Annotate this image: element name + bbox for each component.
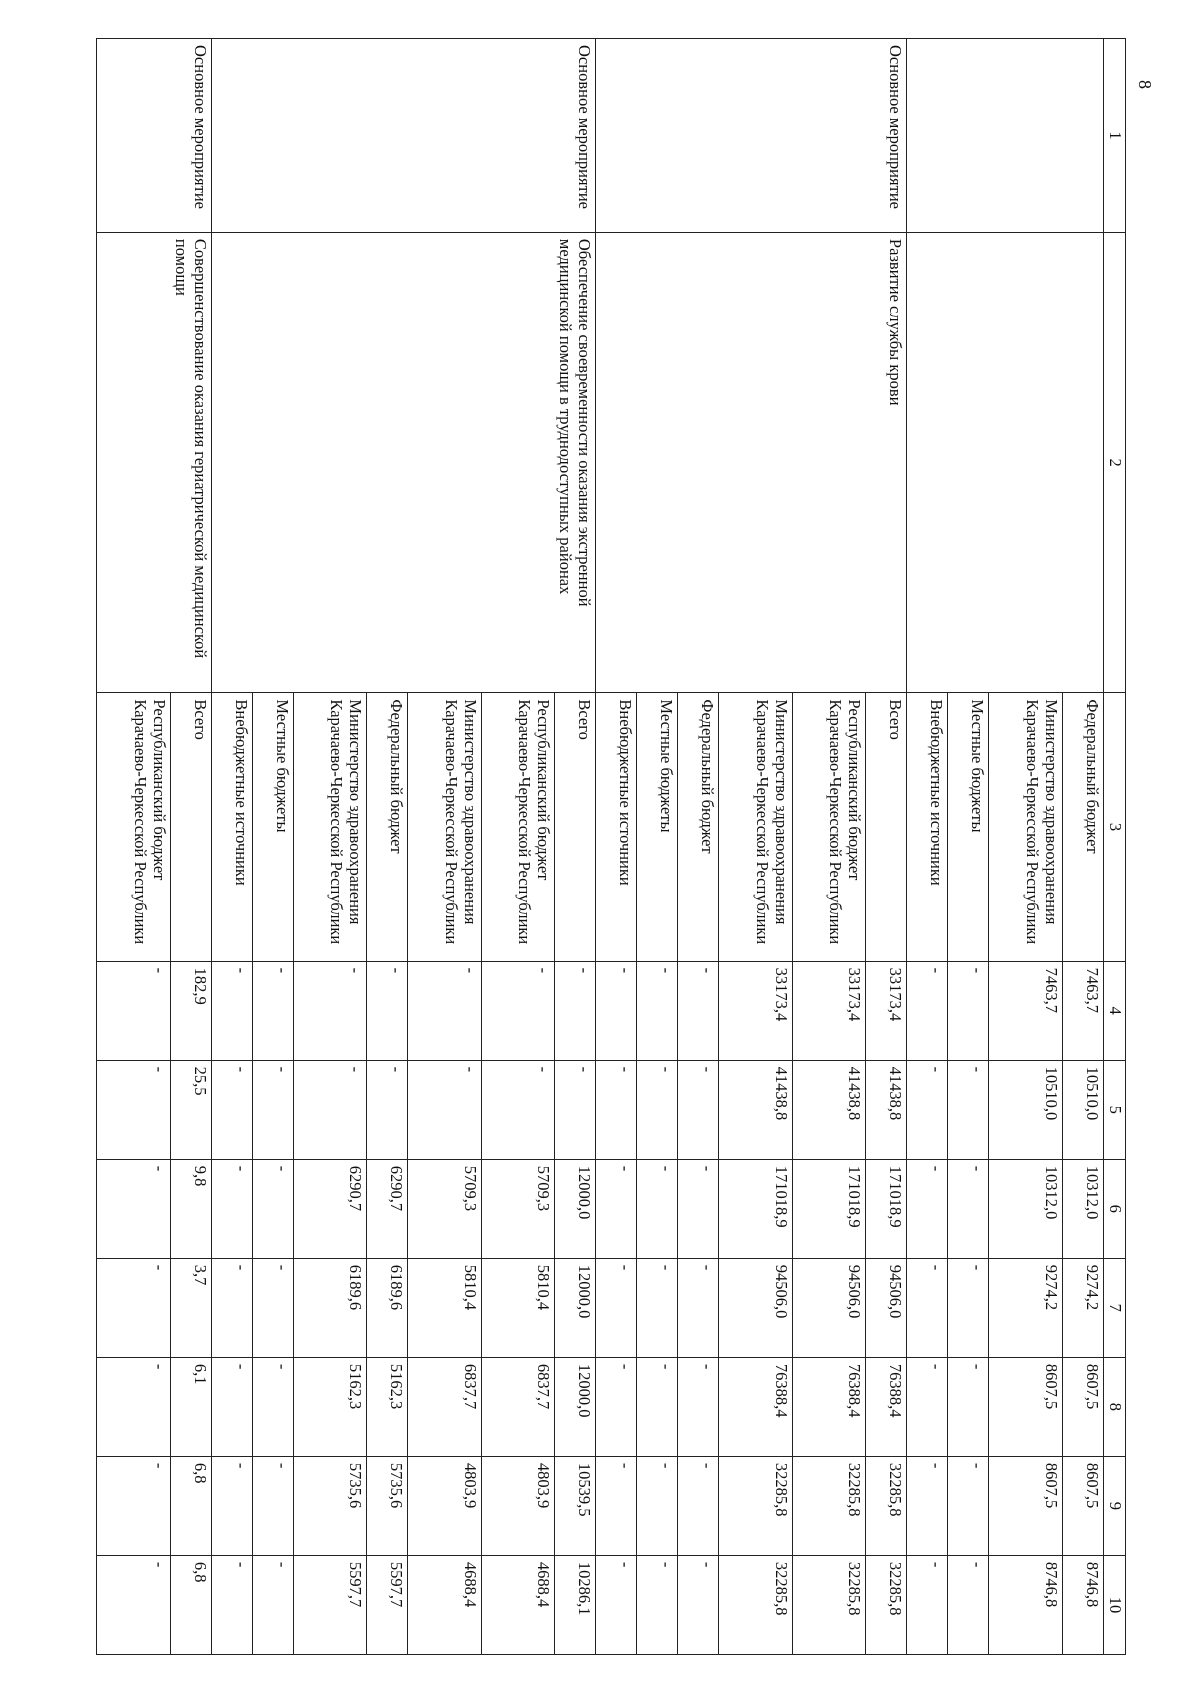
value-cell-col-10: - bbox=[97, 1555, 171, 1654]
value-cell-col-10: - bbox=[948, 1555, 989, 1654]
value-cell-col-7: - bbox=[596, 1258, 637, 1357]
value-cell-col-5: - bbox=[907, 1060, 948, 1159]
budget-table bbox=[96, 38, 1126, 1655]
value-cell-col-9: - bbox=[907, 1456, 948, 1555]
value-cell-col-10: - bbox=[211, 1555, 252, 1654]
value-cell-col-4: 33173,4 bbox=[719, 961, 793, 1060]
value-cell-col-6: - bbox=[596, 1159, 637, 1258]
value-cell-col-5: - bbox=[948, 1060, 989, 1159]
value-cell-col-6: - bbox=[678, 1159, 719, 1258]
value-cell-col-8: - bbox=[907, 1357, 948, 1456]
funding-source-cell: Местные бюджеты bbox=[948, 693, 989, 961]
value-cell-col-8: - bbox=[252, 1357, 293, 1456]
value-cell-col-9: 32285,8 bbox=[866, 1456, 907, 1555]
funding-source-cell: Местные бюджеты bbox=[252, 693, 293, 961]
value-cell-col-5: 10510,0 bbox=[989, 1060, 1063, 1159]
value-cell-col-5: 41438,8 bbox=[792, 1060, 866, 1159]
value-cell-col-6: 10312,0 bbox=[989, 1159, 1063, 1258]
value-cell-col-7: 94506,0 bbox=[792, 1258, 866, 1357]
measure-type-cell: Основное мероприятие bbox=[596, 39, 907, 233]
value-cell-col-5: 41438,8 bbox=[719, 1060, 793, 1159]
value-cell-col-6: - bbox=[252, 1159, 293, 1258]
value-cell-col-6: 9,8 bbox=[170, 1159, 211, 1258]
value-cell-col-8: 6,1 bbox=[170, 1357, 211, 1456]
table-row bbox=[866, 39, 907, 1655]
value-cell-col-6: 10312,0 bbox=[1062, 1159, 1103, 1258]
value-cell-col-4: - bbox=[97, 961, 171, 1060]
value-cell-col-9: 4803,9 bbox=[481, 1456, 555, 1555]
value-cell-col-7: 5810,4 bbox=[408, 1258, 482, 1357]
value-cell-col-6: 5709,3 bbox=[408, 1159, 482, 1258]
value-cell-col-4: - bbox=[596, 961, 637, 1060]
value-cell-col-8: 76388,4 bbox=[866, 1357, 907, 1456]
value-cell-col-7: - bbox=[211, 1258, 252, 1357]
value-cell-col-6: 6290,7 bbox=[367, 1159, 408, 1258]
value-cell-col-7: - bbox=[948, 1258, 989, 1357]
funding-source-cell: Федеральный бюджет bbox=[678, 693, 719, 961]
value-cell-col-5: - bbox=[637, 1060, 678, 1159]
value-cell-col-9: 8607,5 bbox=[1062, 1456, 1103, 1555]
value-cell-col-5: - bbox=[293, 1060, 367, 1159]
value-cell-col-5: - bbox=[97, 1060, 171, 1159]
value-cell-col-6: 171018,9 bbox=[792, 1159, 866, 1258]
value-cell-col-8: 6837,7 bbox=[408, 1357, 482, 1456]
column-number-9: 9 bbox=[1104, 1456, 1126, 1555]
value-cell-col-10: 8746,8 bbox=[1062, 1555, 1103, 1654]
page-number: 8 bbox=[1135, 80, 1155, 89]
value-cell-col-9: - bbox=[97, 1456, 171, 1555]
column-number-3: 3 bbox=[1104, 693, 1126, 961]
funding-source-cell: Министерство здравоохранения Карачаево-Черкесской Республики bbox=[719, 693, 793, 961]
value-cell-col-7: 94506,0 bbox=[719, 1258, 793, 1357]
measure-name-cell: Совершенствование оказания гериатрической медицинской помощи bbox=[97, 232, 212, 693]
value-cell-col-6: 6290,7 bbox=[293, 1159, 367, 1258]
value-cell-col-10: - bbox=[252, 1555, 293, 1654]
funding-source-cell: Министерство здравоохранения Карачаево-Черкесской Республики bbox=[408, 693, 482, 961]
funding-source-cell: Всего bbox=[866, 693, 907, 961]
table-row bbox=[170, 39, 211, 1655]
funding-source-cell: Республиканский бюджет Карачаево-Черкесской Республики bbox=[97, 693, 171, 961]
column-number-5: 5 bbox=[1104, 1060, 1126, 1159]
measure-name-cell: Развитие службы крови bbox=[596, 232, 907, 693]
value-cell-col-6: - bbox=[211, 1159, 252, 1258]
measure-type-cell: Основное мероприятие bbox=[97, 39, 212, 233]
value-cell-col-9: - bbox=[637, 1456, 678, 1555]
rotated-page-content bbox=[96, 38, 1126, 1655]
funding-source-cell: Министерство здравоохранения Карачаево-Черкесской Республики bbox=[293, 693, 367, 961]
value-cell-col-9: 8607,5 bbox=[989, 1456, 1063, 1555]
funding-source-cell: Всего bbox=[170, 693, 211, 961]
value-cell-col-4: 7463,7 bbox=[989, 961, 1063, 1060]
column-number-7: 7 bbox=[1104, 1258, 1126, 1357]
value-cell-col-9: - bbox=[678, 1456, 719, 1555]
value-cell-col-4: - bbox=[555, 961, 596, 1060]
value-cell-col-10: - bbox=[907, 1555, 948, 1654]
value-cell-col-6: 5709,3 bbox=[481, 1159, 555, 1258]
value-cell-col-4: - bbox=[293, 961, 367, 1060]
value-cell-col-7: - bbox=[907, 1258, 948, 1357]
value-cell-col-10: 5597,7 bbox=[367, 1555, 408, 1654]
funding-source-cell: Внебюджетные источники bbox=[596, 693, 637, 961]
column-number-10: 10 bbox=[1104, 1555, 1126, 1654]
value-cell-col-4: - bbox=[678, 961, 719, 1060]
value-cell-col-4: - bbox=[252, 961, 293, 1060]
value-cell-col-10: - bbox=[596, 1555, 637, 1654]
value-cell-col-5: 10510,0 bbox=[1062, 1060, 1103, 1159]
value-cell-col-8: 8607,5 bbox=[1062, 1357, 1103, 1456]
value-cell-col-10: 6,8 bbox=[170, 1555, 211, 1654]
value-cell-col-8: - bbox=[97, 1357, 171, 1456]
value-cell-col-9: - bbox=[252, 1456, 293, 1555]
column-number-2: 2 bbox=[1104, 232, 1126, 693]
value-cell-col-7: - bbox=[252, 1258, 293, 1357]
value-cell-col-8: 8607,5 bbox=[989, 1357, 1063, 1456]
column-number-1: 1 bbox=[1104, 39, 1126, 233]
column-number-header-row bbox=[1104, 39, 1126, 1655]
value-cell-col-6: 171018,9 bbox=[866, 1159, 907, 1258]
value-cell-col-5: - bbox=[596, 1060, 637, 1159]
value-cell-col-10: 10286,1 bbox=[555, 1555, 596, 1654]
value-cell-col-5: - bbox=[211, 1060, 252, 1159]
value-cell-col-4: - bbox=[481, 961, 555, 1060]
value-cell-col-5: 25,5 bbox=[170, 1060, 211, 1159]
value-cell-col-9: 5735,6 bbox=[367, 1456, 408, 1555]
value-cell-col-10: - bbox=[637, 1555, 678, 1654]
value-cell-col-8: - bbox=[678, 1357, 719, 1456]
value-cell-col-7: 6189,6 bbox=[293, 1258, 367, 1357]
value-cell-col-9: 32285,8 bbox=[719, 1456, 793, 1555]
column-number-8: 8 bbox=[1104, 1357, 1126, 1456]
value-cell-col-5: - bbox=[408, 1060, 482, 1159]
value-cell-col-5: - bbox=[252, 1060, 293, 1159]
value-cell-col-7: 3,7 bbox=[170, 1258, 211, 1357]
value-cell-col-9: - bbox=[596, 1456, 637, 1555]
funding-source-cell: Федеральный бюджет bbox=[1062, 693, 1103, 961]
value-cell-col-10: 4688,4 bbox=[408, 1555, 482, 1654]
value-cell-col-5: - bbox=[481, 1060, 555, 1159]
value-cell-col-4: - bbox=[367, 961, 408, 1060]
value-cell-col-4: - bbox=[907, 961, 948, 1060]
value-cell-col-4: 7463,7 bbox=[1062, 961, 1103, 1060]
value-cell-col-6: - bbox=[637, 1159, 678, 1258]
value-cell-col-4: 33173,4 bbox=[792, 961, 866, 1060]
value-cell-col-9: - bbox=[211, 1456, 252, 1555]
value-cell-col-7: 9274,2 bbox=[1062, 1258, 1103, 1357]
value-cell-col-8: 5162,3 bbox=[367, 1357, 408, 1456]
value-cell-col-9: 4803,9 bbox=[408, 1456, 482, 1555]
value-cell-col-9: 32285,8 bbox=[792, 1456, 866, 1555]
funding-source-cell: Министерство здравоохранения Карачаево-Черкесской Республики bbox=[989, 693, 1063, 961]
value-cell-col-8: 6837,7 bbox=[481, 1357, 555, 1456]
value-cell-col-5: - bbox=[367, 1060, 408, 1159]
value-cell-col-8: 76388,4 bbox=[792, 1357, 866, 1456]
value-cell-col-4: 33173,4 bbox=[866, 961, 907, 1060]
value-cell-col-7: 12000,0 bbox=[555, 1258, 596, 1357]
value-cell-col-6: 171018,9 bbox=[719, 1159, 793, 1258]
value-cell-col-4: 182,9 bbox=[170, 961, 211, 1060]
measure-type-cell bbox=[907, 39, 1104, 233]
value-cell-col-4: - bbox=[637, 961, 678, 1060]
funding-source-cell: Всего bbox=[555, 693, 596, 961]
value-cell-col-10: 32285,8 bbox=[866, 1555, 907, 1654]
value-cell-col-9: 5735,6 bbox=[293, 1456, 367, 1555]
value-cell-col-8: - bbox=[211, 1357, 252, 1456]
value-cell-col-7: 9274,2 bbox=[989, 1258, 1063, 1357]
value-cell-col-8: 5162,3 bbox=[293, 1357, 367, 1456]
value-cell-col-10: - bbox=[678, 1555, 719, 1654]
value-cell-col-7: 5810,4 bbox=[481, 1258, 555, 1357]
measure-type-cell: Основное мероприятие bbox=[211, 39, 596, 233]
funding-source-cell: Республиканский бюджет Карачаево-Черкесской Республики bbox=[792, 693, 866, 961]
column-number-4: 4 bbox=[1104, 961, 1126, 1060]
table-row bbox=[555, 39, 596, 1655]
value-cell-col-8: 76388,4 bbox=[719, 1357, 793, 1456]
value-cell-col-6: 12000,0 bbox=[555, 1159, 596, 1258]
value-cell-col-10: 5597,7 bbox=[293, 1555, 367, 1654]
value-cell-col-7: - bbox=[678, 1258, 719, 1357]
value-cell-col-10: 32285,8 bbox=[719, 1555, 793, 1654]
value-cell-col-9: - bbox=[948, 1456, 989, 1555]
value-cell-col-5: - bbox=[678, 1060, 719, 1159]
funding-source-cell: Внебюджетные источники bbox=[907, 693, 948, 961]
value-cell-col-5: - bbox=[555, 1060, 596, 1159]
value-cell-col-5: 41438,8 bbox=[866, 1060, 907, 1159]
funding-source-cell: Республиканский бюджет Карачаево-Черкесской Республики bbox=[481, 693, 555, 961]
table-row bbox=[1062, 39, 1103, 1655]
funding-source-cell: Федеральный бюджет bbox=[367, 693, 408, 961]
value-cell-col-8: 12000,0 bbox=[555, 1357, 596, 1456]
value-cell-col-8: - bbox=[596, 1357, 637, 1456]
value-cell-col-8: - bbox=[948, 1357, 989, 1456]
value-cell-col-7: - bbox=[97, 1258, 171, 1357]
value-cell-col-10: 32285,8 bbox=[792, 1555, 866, 1654]
measure-name-cell bbox=[907, 232, 1104, 693]
table-body bbox=[97, 39, 1104, 1655]
value-cell-col-7: - bbox=[637, 1258, 678, 1357]
value-cell-col-7: 6189,6 bbox=[367, 1258, 408, 1357]
value-cell-col-9: 10539,5 bbox=[555, 1456, 596, 1555]
value-cell-col-4: - bbox=[211, 961, 252, 1060]
value-cell-col-4: - bbox=[948, 961, 989, 1060]
funding-source-cell: Внебюджетные источники bbox=[211, 693, 252, 961]
value-cell-col-9: 6,8 bbox=[170, 1456, 211, 1555]
value-cell-col-6: - bbox=[948, 1159, 989, 1258]
value-cell-col-4: - bbox=[408, 961, 482, 1060]
column-number-6: 6 bbox=[1104, 1159, 1126, 1258]
value-cell-col-7: 94506,0 bbox=[866, 1258, 907, 1357]
funding-source-cell: Местные бюджеты bbox=[637, 693, 678, 961]
measure-name-cell: Обеспечение своевременности оказания экстренной медицинской помощи в труднодоступных районах bbox=[211, 232, 596, 693]
value-cell-col-10: 8746,8 bbox=[989, 1555, 1063, 1654]
value-cell-col-8: - bbox=[637, 1357, 678, 1456]
value-cell-col-6: - bbox=[97, 1159, 171, 1258]
value-cell-col-6: - bbox=[907, 1159, 948, 1258]
value-cell-col-10: 4688,4 bbox=[481, 1555, 555, 1654]
